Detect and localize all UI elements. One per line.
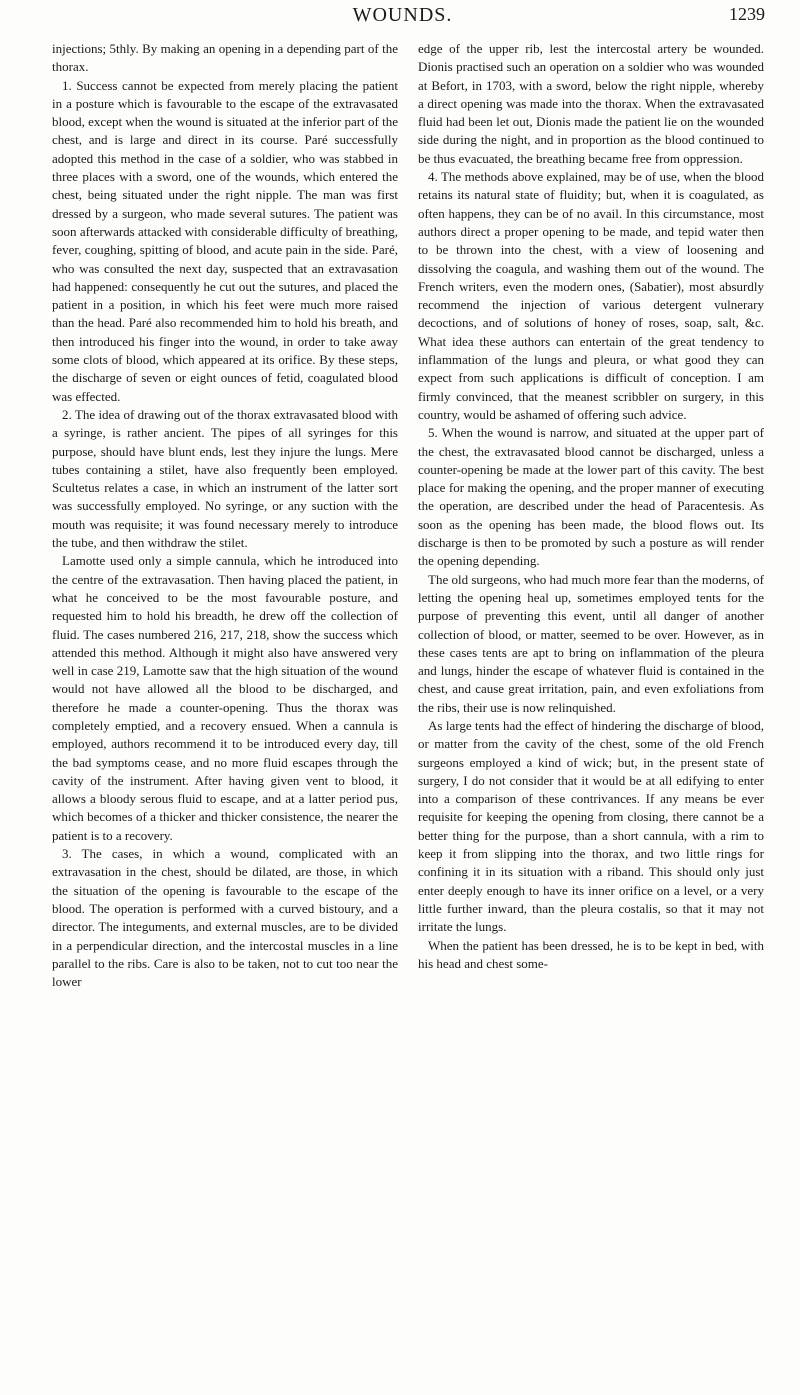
page-number: 1239 bbox=[729, 4, 765, 24]
paragraph: When the patient has been dressed, he is to be kept in bed, with his head and chest some- bbox=[418, 937, 764, 971]
chapter-title: WOUNDS. bbox=[352, 4, 453, 26]
paragraph: The old surgeons, who had much more fear than the moderns, of letting the opening heal up, sometimes employed tents for the purpose of preventing this event, until all danger of another collection of blood, or matter, seemed to be over. However, as in these cases tents are apt to bring on inflammation of the pleura and lungs, hinder the escape of whatever fluid is contained in the chest, and cause great irritation, pain, and even exfoliations from the ribs, their use is now relinquished. bbox=[418, 571, 764, 715]
paragraph: 4. The methods above explained, may be of use, when the blood retains its natural state of fluidity; but, when it is coagulated, as often happens, they can be of no avail. In this circumstance, most authors direct a proper opening to be made, and tepid water then to be thrown into the chest, with a view of loosening and dissolving the coagula, and washing them out of the wound. The French writers, even the modern ones, (Sabatier), most absurdly recommend the injection of various detergent vulnerary decoctions, and of solutions of honey of roses, soap, salt, &c. What idea these authors can entertain of the great tendency to inflammation of the lungs and pleura, or what good they can expect from such applications is difficult of conception. I am firmly convinced, that the meanest scribbler on surgery, in this country, would be ashamed of offering such advice. bbox=[418, 169, 764, 422]
running-head bbox=[40, 4, 765, 32]
paragraph: 5. When the wound is narrow, and situated at the upper part of the chest, the extravasated blood cannot be discharged, unless a counter-opening be made at the lower part of this cavity. The best place for making the opening, and the proper manner of executing the operation, are described under the head of Paracentesis. As soon as the opening has been made, the blood flows out. Its discharge is then to be promoted by such a posture as will render the opening depending. bbox=[418, 425, 764, 569]
paragraph: Lamotte used only a simple cannula, which he introduced into the centre of the extravasation. Then having placed the patient, in what he conceived to be the most favourable posture, and requested him to hold his breadth, he drew off the collection of fluid. The cases numbered 216, 217, 218, show the success which attended this method. Although it might also have answered very well in case 219, Lamotte saw that the high situation of the wound would not have allowed all the blood to be discharged, and therefore he made a counter-opening. Thus the thorax was completely emptied, and a recovery ensued. When a cannula is employed, authors recommend it to be introduced every day, till the bad symptoms cease, and no more fluid escapes through the cavity of the instrument. After having given vent to blood, it allows a bloody serous fluid to escape, and at a latter period pus, which becomes of a thicker and thicker consistence, the nearer the patient is to a recovery. bbox=[52, 553, 398, 843]
text-columns bbox=[52, 40, 764, 1380]
left-column bbox=[52, 40, 398, 1380]
paragraph: As large tents had the effect of hindering the discharge of blood, or matter from the cavity of the chest, some of the old French surgeons employed a kind of wick; but, in the present state of surgery, I do not consider that it would be at all edifying to enter into a comparison of these contrivances. If any means be ever requisite for keeping the opening from closing, there cannot be a better thing for the purpose, than a short cannula, with a rim to keep it from slipping into the thorax, and two little rings for confining it in its situation with a riband. This should only just enter deeply enough to have its inner orifice on a level, or a very little further inward, than the pleura costalis, so that it may not irritate the lungs. bbox=[418, 717, 764, 935]
paragraph: injections; 5thly. By making an opening in a depending part of the thorax. bbox=[52, 41, 398, 75]
paragraph: 1. Success cannot be expected from merely placing the patient in a posture which is favourable to the escape of the extravasated blood, except when the wound is situated at the inferior part of the chest, and is large and direct in its course. Paré successfully adopted this method in the case of a soldier, who was stabbed in three places with a sword, one of the wounds, which entered the chest, being situated under the right nipple. The man was first dressed by a surgeon, who made several sutures. The patient was soon afterwards attacked with considerable difficulty of breathing, fever, coughing, spitting of blood, and acute pain in the side. Paré, who was consulted the next day, suspected that an extravasation had happened: consequently he cut out the sutures, and placed the patient in a position, in which his feet were much more raised than the head. Paré also recommended him to hold his breath, and then introduced his finger into the wound, in order to take away some clots of blood, which appeared at its orifice. By these steps, the discharge of seven or eight ounces of fetid, coagulated blood was effected. bbox=[52, 77, 398, 404]
paragraph: 3. The cases, in which a wound, complicated with an extravasation in the chest, should be dilated, are those, in which the situation of the opening is favourable to the escape of the blood. The operation is performed with a curved bistoury, and a director. The integuments, and external muscles, are to be divided in a perpendicular direction, and the intercostal muscles in a line parallel to the ribs. Care is also to be taken, not to cut too near the lower bbox=[52, 846, 398, 990]
right-column bbox=[418, 40, 764, 1380]
paragraph: edge of the upper rib, lest the intercostal artery be wounded. Dionis practised such an operation on a soldier who was wounded at Befort, in 1703, with a sword, below the right nipple, whereby a direct opening was made into the thorax. When the extravasated fluid had been let out, Dionis made the patient lie on the wounded side during the night, and in proportion as the blood continued to be thus evacuated, the breathing became free from oppression. bbox=[418, 41, 764, 166]
paragraph: 2. The idea of drawing out of the thorax extravasated blood with a syringe, is rather ancient. The pipes of all syringes for this purpose, should have blunt ends, lest they injure the lungs. Mere tubes containing a stilet, have also frequently been employed. Scultetus relates a case, in which an instrument of the latter sort was successfully employed. No syringe, or any suction with the mouth was requisite; it was found necessary merely to introduce the tube, and then withdraw the stilet. bbox=[52, 406, 398, 551]
